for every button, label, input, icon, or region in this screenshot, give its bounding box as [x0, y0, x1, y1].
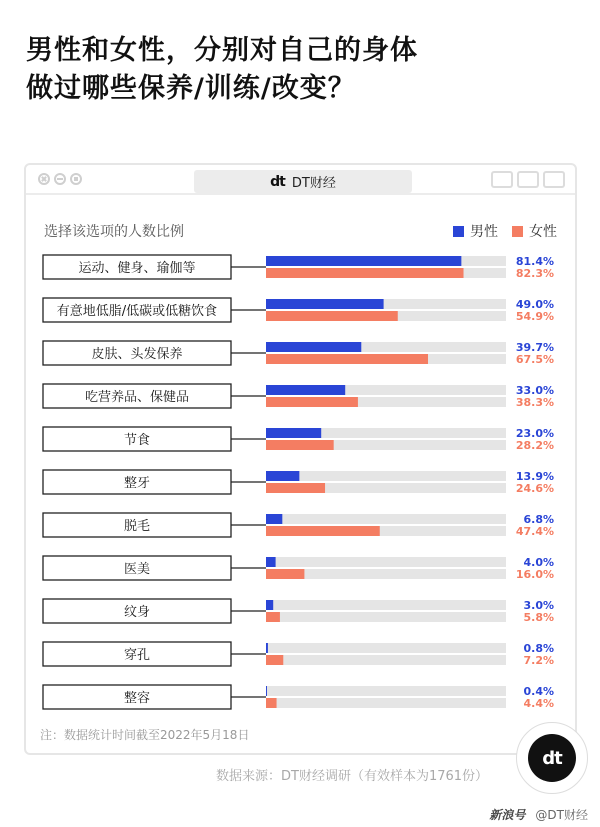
bar-male: [266, 428, 321, 438]
dt-badge-logo-icon: dt: [528, 734, 576, 782]
category-label: 整容: [123, 691, 151, 706]
bar-male: [266, 514, 282, 524]
bar-female: [266, 698, 277, 708]
bar-track-male: [266, 643, 506, 653]
bar-male: [266, 256, 461, 266]
category-label: 节食: [123, 433, 151, 448]
bar-track-male: [266, 514, 506, 524]
bar-male: [266, 385, 345, 395]
legend-label-male: 男性: [470, 224, 498, 240]
browser-window: [24, 163, 577, 755]
bar-female: [266, 268, 464, 278]
bar-female: [266, 311, 398, 321]
title-line-1: 男性和女性，分别对自己的身体: [26, 35, 418, 66]
bar-female: [266, 655, 283, 665]
value-label-female: 54.9%: [515, 310, 554, 323]
legend-label-female: 女性: [529, 224, 557, 240]
value-label-male: 39.7%: [515, 341, 554, 354]
page-title: [26, 32, 418, 108]
bar-male: [266, 643, 268, 653]
bar-track-male: [266, 600, 506, 610]
bar-female: [266, 612, 280, 622]
category-label: 皮肤、头发保养: [91, 347, 183, 362]
value-label-male: 6.8%: [523, 513, 554, 526]
value-label-male: 0.8%: [523, 642, 554, 655]
tab-label: DT财经: [291, 176, 336, 191]
dt-badge: [516, 722, 588, 794]
value-label-male: 0.4%: [523, 685, 554, 698]
bar-male: [266, 686, 267, 696]
bar-female: [266, 569, 304, 579]
value-label-female: 82.3%: [515, 267, 554, 280]
value-label-male: 33.0%: [515, 384, 554, 397]
category-label: 整牙: [123, 476, 151, 491]
value-label-female: 4.4%: [523, 697, 554, 710]
value-label-male: 4.0%: [523, 556, 554, 569]
chart-title: 选择该选项的人数比例: [44, 224, 184, 240]
bar-male: [266, 557, 276, 567]
value-label-female: 67.5%: [515, 353, 554, 366]
bar-male: [266, 471, 299, 481]
bar-male: [266, 342, 361, 352]
footer-account: @DT财经: [535, 808, 588, 822]
category-label: 穿孔: [123, 648, 151, 663]
value-label-female: 38.3%: [515, 396, 554, 409]
value-label-female: 24.6%: [515, 482, 554, 495]
bar-male: [266, 600, 273, 610]
footer: [489, 806, 588, 823]
dt-logo-icon: dt: [270, 173, 285, 190]
bar-female: [266, 397, 358, 407]
title-line-2: 做过哪些保养/训练/改变？: [26, 73, 356, 104]
value-label-male: 23.0%: [515, 427, 554, 440]
bar-track-female: [266, 612, 506, 622]
value-label-female: 28.2%: [515, 439, 554, 452]
bar-track-female: [266, 655, 506, 665]
bar-female: [266, 483, 325, 493]
footer-platform: 新浪号: [489, 808, 526, 822]
category-label: 纹身: [123, 605, 151, 620]
bar-female: [266, 354, 428, 364]
category-label: 运动、健身、瑜伽等: [78, 261, 196, 276]
value-label-female: 5.8%: [523, 611, 554, 624]
bar-female: [266, 440, 334, 450]
value-label-male: 3.0%: [523, 599, 554, 612]
bar-male: [266, 299, 384, 309]
bar-track-female: [266, 698, 506, 708]
data-source: 数据来源：DT财经调研（有效样本为1761份）: [216, 769, 489, 784]
bar-chart: [26, 165, 579, 757]
category-label: 有意地低脂/低碳或低糖饮食: [56, 304, 218, 319]
bar-track-male: [266, 471, 506, 481]
category-label: 吃营养品、保健品: [84, 390, 190, 405]
category-label: 脱毛: [123, 519, 151, 534]
category-label: 医美: [123, 562, 151, 577]
value-label-female: 7.2%: [523, 654, 554, 667]
value-label-male: 13.9%: [515, 470, 554, 483]
bar-track-male: [266, 686, 506, 696]
chart-note: 注：数据统计时间截至2022年5月18日: [40, 728, 250, 742]
value-label-female: 47.4%: [515, 525, 554, 538]
bar-female: [266, 526, 380, 536]
value-label-male: 81.4%: [515, 255, 554, 268]
value-label-female: 16.0%: [515, 568, 554, 581]
bar-track-male: [266, 557, 506, 567]
value-label-male: 49.0%: [515, 298, 554, 311]
